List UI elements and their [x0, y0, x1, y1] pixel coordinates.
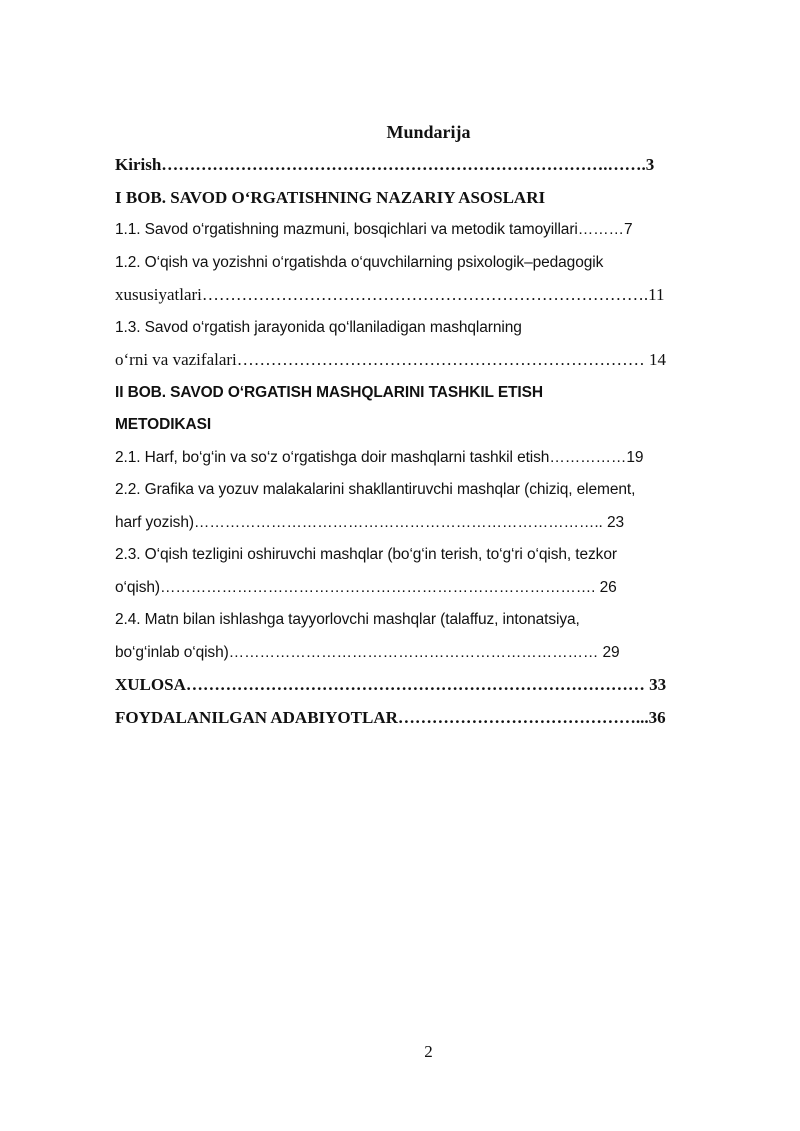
toc-entry-text: I BOB. SAVOD O‘RGATISHNING NAZARIY ASOSLARI	[115, 187, 546, 207]
toc-entry-page: 19	[626, 448, 644, 466]
toc-entry-page: 26	[599, 578, 617, 596]
toc-entry	[115, 247, 727, 280]
toc-entry-leader: …………………………………………………………………….	[201, 285, 649, 304]
toc-entry	[115, 474, 727, 507]
toc-entry-text: 1.3. Savod o‘rgatish jarayonida qo‘llaniladigan mashqlarning	[115, 318, 522, 336]
toc-entry-leader: ………………………………………………………………………….	[159, 578, 600, 596]
toc-entry	[115, 312, 727, 345]
toc-entry-text: II BOB. SAVOD O‘RGATISH MASHQLARINI TASHKIL ETISH	[115, 383, 543, 401]
toc-entry	[115, 442, 727, 475]
table-of-contents	[115, 149, 727, 734]
toc-entry-page: 33	[649, 675, 667, 694]
toc-entry-leader: ………	[577, 221, 624, 238]
toc-entry	[115, 507, 727, 540]
toc-entry	[115, 637, 727, 670]
toc-entry-page: 29	[602, 643, 620, 661]
toc-entry	[115, 539, 727, 572]
toc-entry-text: FOYDALANILGAN ADABIYOTLAR	[115, 707, 398, 727]
toc-entry-text: o‘qish)	[115, 578, 160, 596]
toc-entry-leader: ……………	[549, 448, 627, 466]
toc-entry-text: Kirish	[115, 155, 162, 174]
toc-entry-leader: ………………………………………………………………………	[185, 675, 650, 694]
page-number: 2	[424, 1042, 433, 1061]
toc-entry-text: XULOSA	[115, 675, 186, 694]
toc-entry-text: xususiyatlari	[115, 285, 202, 304]
toc-entry	[115, 669, 727, 702]
toc-entry-page: 3	[645, 155, 655, 174]
toc-entry-text: 2.1. Harf, bo‘g‘in va so‘z o‘rgatishga doir mashqlarni tashkil etish	[115, 448, 550, 466]
toc-entry-text: bo‘g‘inlab o‘qish)	[115, 643, 229, 661]
toc-entry-leader: ………………………………………………………………	[228, 643, 603, 661]
toc-title: Mundarija	[386, 122, 471, 142]
toc-entry-text: harf yozish)	[115, 513, 194, 531]
toc-entry	[115, 572, 727, 605]
toc-entry-text: 2.4. Matn bilan ishlashga tayyorlovchi mashqlar (talaffuz, intonatsiya,	[115, 611, 580, 628]
toc-entry	[115, 344, 727, 377]
toc-entry-page: 23	[606, 513, 624, 531]
toc-entry-leader: …………………………………………………………………….…….	[161, 155, 646, 174]
toc-entry	[115, 409, 727, 442]
toc-entry-page: 36	[648, 707, 666, 727]
toc-entry-leader: ……………………………………...	[397, 707, 649, 727]
toc-entry	[115, 279, 727, 312]
toc-entry	[115, 149, 727, 182]
toc-entry-text: 1.1. Savod o‘rgatishning mazmuni, bosqichlari va metodik tamoyillari	[115, 221, 578, 238]
toc-entry-text: 2.3. O‘qish tezligini oshiruvchi mashqlar (bo‘g‘in terish, to‘g‘ri o‘qish, tezkor	[115, 546, 617, 563]
toc-entry-page: 14	[649, 350, 667, 369]
toc-entry-page: 7	[623, 221, 633, 238]
toc-entry	[115, 604, 727, 637]
toc-entry-leader: ………………………………………………………………	[236, 350, 650, 369]
toc-entry	[115, 377, 727, 410]
toc-entry-text: 1.2. O‘qish va yozishni o‘rgatishda o‘quvchilarning psixologik–pedagogik	[115, 253, 604, 271]
toc-entry-text: METODIKASI	[115, 416, 212, 433]
toc-entry	[115, 182, 727, 215]
toc-entry-text: o‘rni va vazifalari	[115, 350, 237, 369]
toc-entry-page: 11	[648, 285, 665, 304]
toc-entry	[115, 702, 727, 735]
toc-entry-text: 2.2. Grafika va yozuv malakalarini shakllantiruvchi mashqlar (chiziq, element,	[115, 481, 636, 498]
toc-entry	[115, 214, 727, 247]
toc-entry-leader: ……………………………………………………………………..	[193, 513, 607, 531]
